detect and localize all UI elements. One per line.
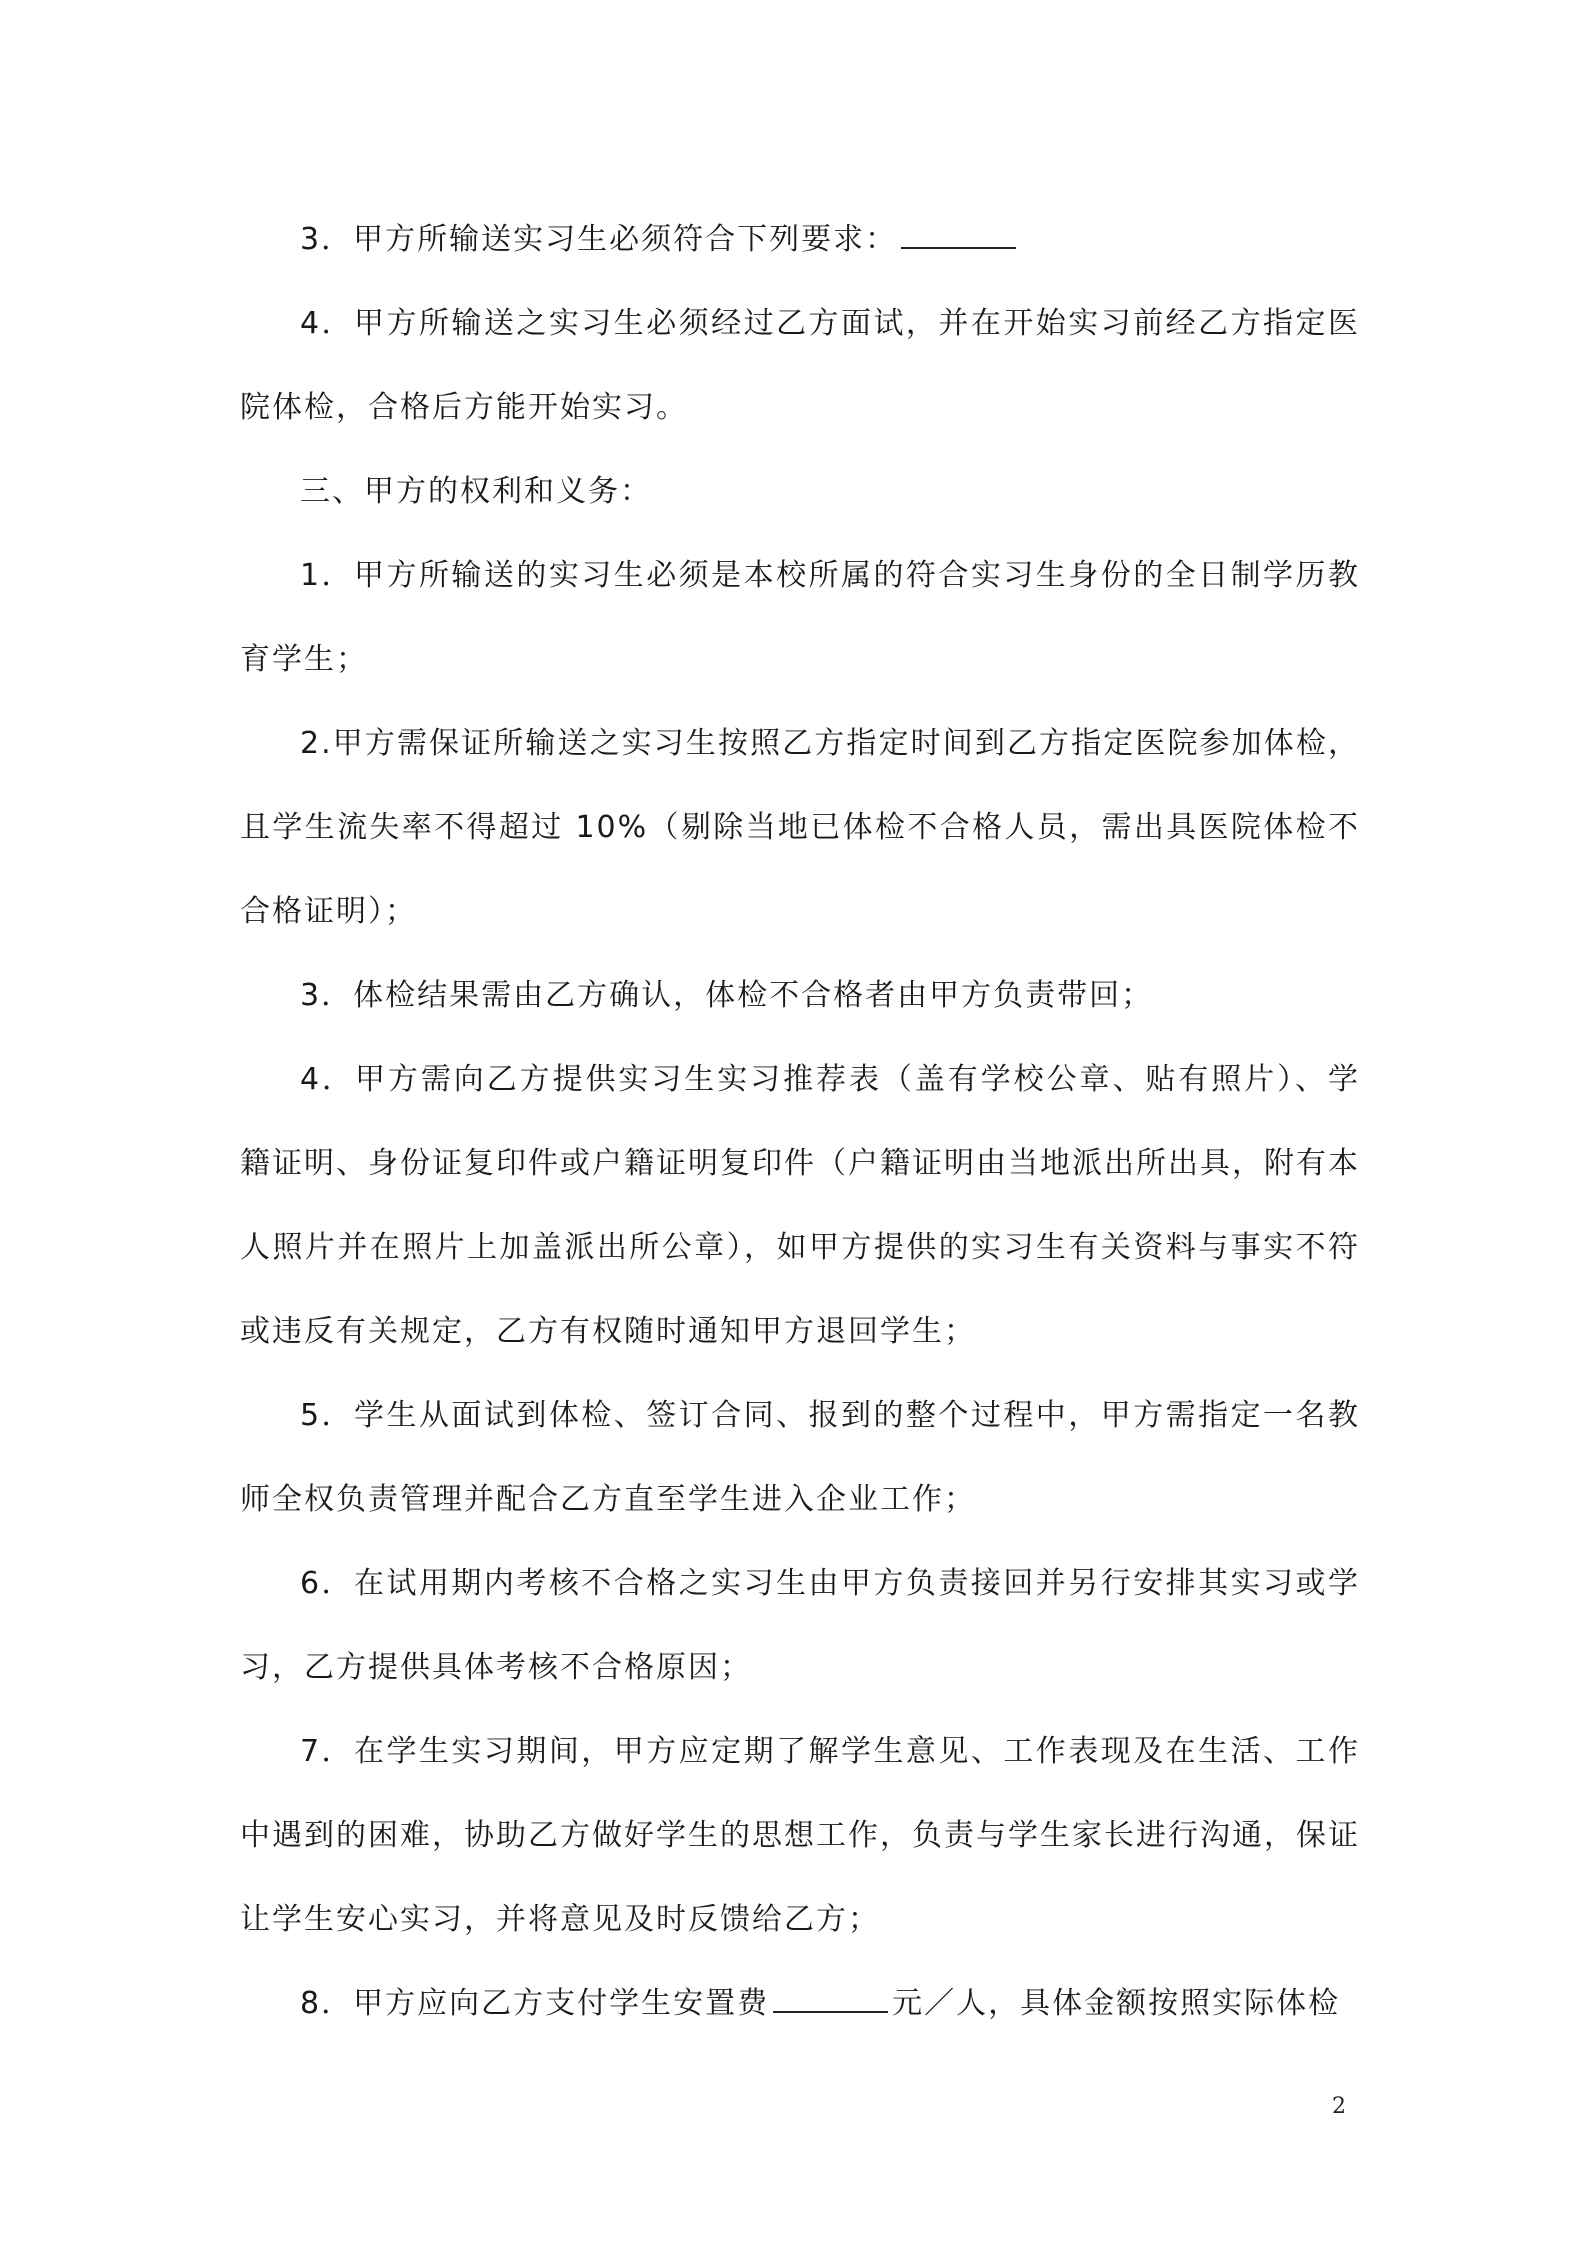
fill-in-blank [773,1983,888,2013]
paragraph-item-2: 2.甲方需保证所输送之实习生按照乙方指定时间到乙方指定医院参加体检，且学生流失率不得超过 10%（剔除当地已体检不合格人员，需出具医院体检不合格证明）； [240,726,1360,929]
paragraph-item-7: 7．在学生实习期间，甲方应定期了解学生意见、工作表现及在生活、工作中遇到的困难，协助乙方做好学生的思想工作，负责与学生家长进行沟通，保证让学生安心实习，并将意见及时反馈给乙方； [240,1734,1360,1937]
paragraph-item-5: 5．学生从面试到体检、签订合同、报到的整个过程中，甲方需指定一名教师全权负责管理并配合乙方直至学生进入企业工作； [240,1398,1360,1517]
fill-in-blank [901,219,1016,249]
section-heading: 三、甲方的权利和义务： [300,474,652,509]
paragraph-text: 8．甲方应向乙方支付学生安置费 [300,1986,770,2021]
paragraph-item-4: 4．甲方需向乙方提供实习生实习推荐表（盖有学校公章、贴有照片）、学籍证明、身份证复印件或户籍证明复印件（户籍证明由当地派出所出具，附有本人照片并在照片上加盖派出所公章），如甲方提供的实习生有关资料与事实不符或违反有关规定，乙方有权随时通知甲方退回学生； [240,1062,1360,1349]
paragraph-text: 3．甲方所输送实习生必须符合下列要求： [300,222,898,257]
paragraph-item-6: 6．在试用期内考核不合格之实习生由甲方负责接回并另行安排其实习或学习，乙方提供具体考核不合格原因； [240,1566,1360,1685]
paragraph-item-1: 1．甲方所输送的实习生必须是本校所属的符合实习生身份的全日制学历教育学生； [240,558,1360,677]
body-text [240,198,1360,2046]
page-number: 2 [1332,2094,1346,2119]
paragraph-item-8 [240,1962,1360,2046]
paragraph-requirements [240,198,1360,282]
paragraph-text: 元／人，具体金额按照实际体检 [892,1986,1341,2021]
paragraph-interview: 4．甲方所输送之实习生必须经过乙方面试，并在开始实习前经乙方指定医院体检，合格后方能开始实习。 [240,306,1360,425]
paragraph-item-3: 3．体检结果需由乙方确认，体检不合格者由甲方负责带回； [300,978,1154,1013]
